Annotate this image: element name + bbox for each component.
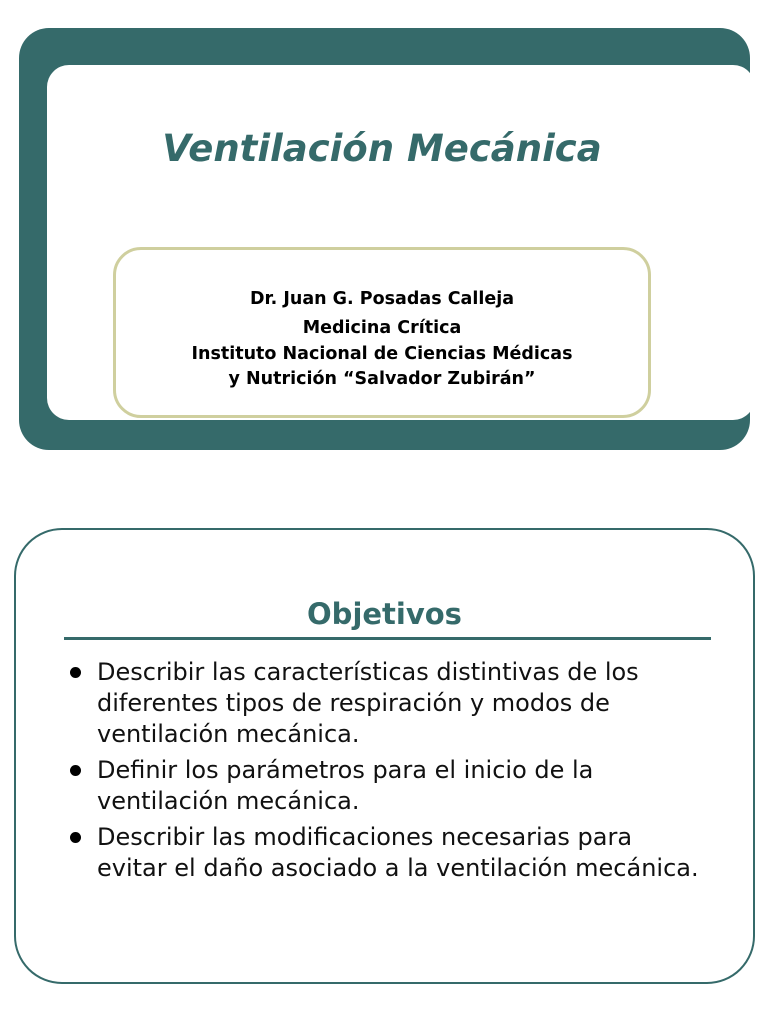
institution-line-2: y Nutrición “Salvador Zubirán” [228,369,536,389]
objective-item [66,755,706,817]
objectives-list [66,657,706,889]
title-divider [64,637,711,640]
author-info [116,285,648,392]
author-info-box [113,247,651,418]
objective-item [66,822,706,884]
bullet-icon [70,765,81,776]
institution-line-1: Instituto Nacional de Ciencias Médicas [191,344,573,364]
bullet-icon [70,832,81,843]
bullet-icon [70,667,81,678]
objective-text: Describir las características distintivas de los diferentes tipos de respiración y modos de ventilación mecánica. [97,658,639,748]
author-name: Dr. Juan G. Posadas Calleja [249,289,515,309]
objectives-title: Objetivos [307,597,462,631]
objective-text: Definir los parámetros para el inicio de la ventilación mecánica. [97,756,594,815]
objective-text: Describir las modificaciones necesarias para evitar el daño asociado a la ventilación mecánica. [97,823,699,882]
objective-item [66,657,706,750]
department-name: Medicina Crítica [302,317,462,338]
slide-title: Ventilación Mecánica [162,127,602,170]
